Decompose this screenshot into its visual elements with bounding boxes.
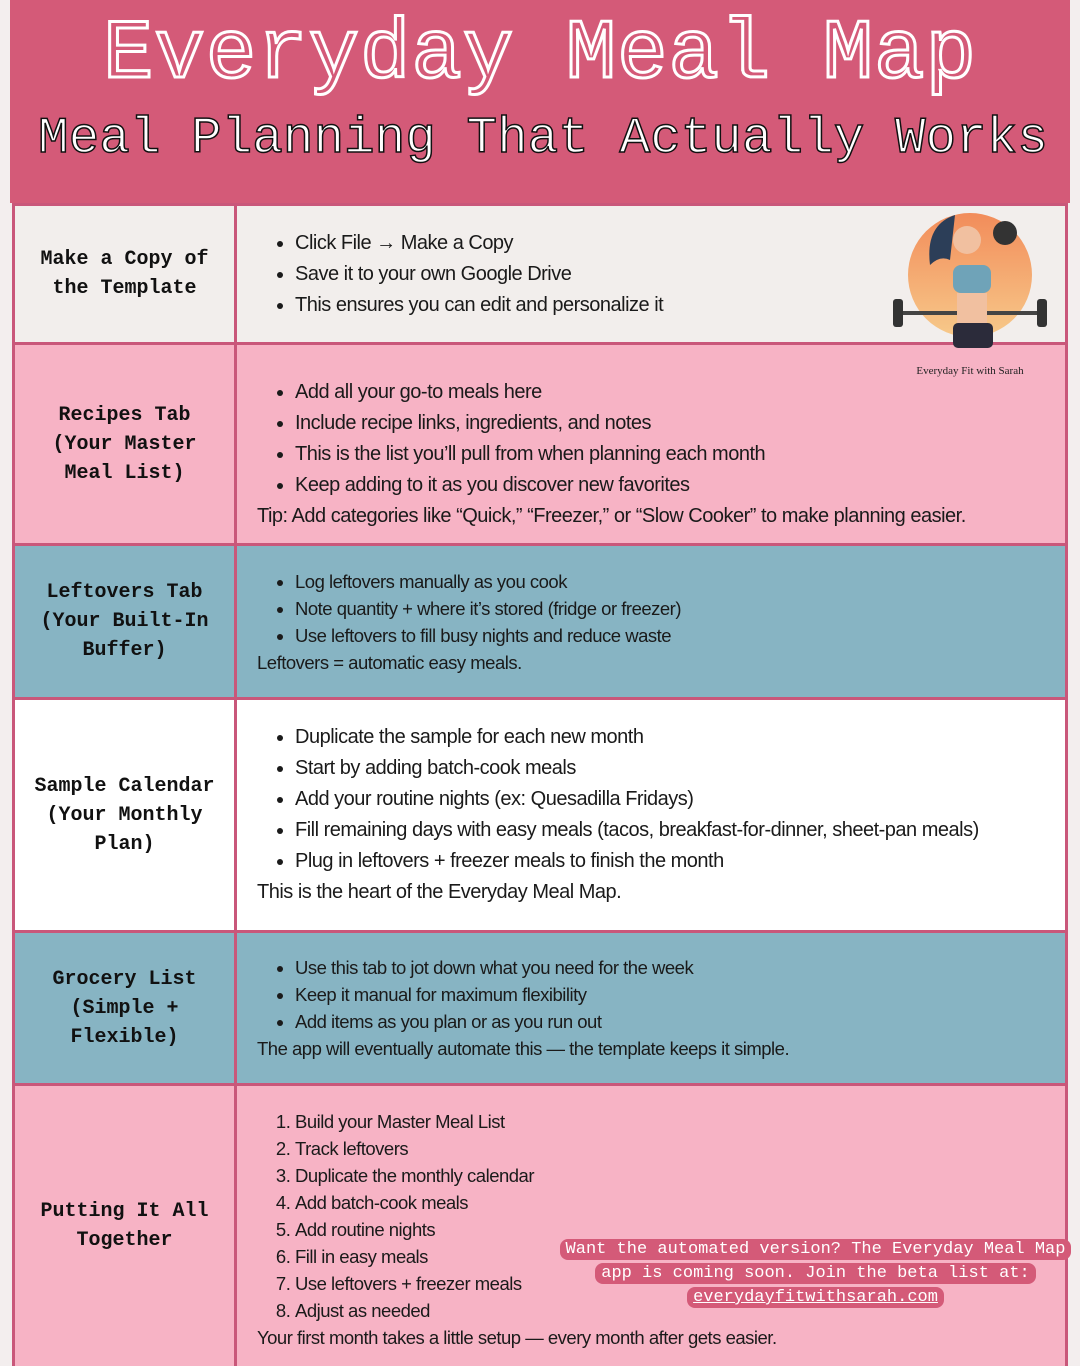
list-item: • Duplicate the sample for each new month: [295, 722, 1045, 753]
list-item: 1. Build your Master Meal List: [295, 1108, 1045, 1135]
list-item: 2. Track leftovers: [295, 1135, 1045, 1162]
list-item: • Add your routine nights (ex: Quesadilla Fridays): [295, 784, 1045, 815]
list-item: • Use this tab to jot down what you need for the week: [295, 954, 1045, 981]
website-link[interactable]: everydayfitwithsarah.com: [693, 1288, 938, 1307]
list-item: • Keep adding to it as you discover new favorites: [295, 470, 1045, 501]
list-item: • Save it to your own Google Drive: [295, 259, 1045, 290]
section-body: [237, 933, 1065, 1083]
list-item: 6. Fill in easy meals: [295, 1243, 1045, 1270]
list-item: • Use leftovers to fill busy nights and reduce waste: [295, 622, 1045, 649]
list-item: 5. Add routine nights: [295, 1216, 1045, 1243]
list-item: • Add items as you plan or as you run out: [295, 1008, 1045, 1035]
logo-text: Everyday Fit with Sarah: [916, 365, 1024, 377]
section-note: Leftovers = automatic easy meals.: [257, 651, 522, 673]
section-grocery: [15, 933, 1065, 1086]
page-title: Everyday Meal Map: [103, 8, 977, 103]
list-item: • Note quantity + where it’s stored (fridge or freezer): [295, 595, 1045, 622]
list-item: 7. Use leftovers + freezer meals: [295, 1270, 1045, 1297]
page-subtitle: Meal Planning That Actually Works: [38, 111, 1048, 168]
header: [10, 0, 1070, 203]
section-label: Putting It All Together: [15, 1086, 237, 1366]
list-item: 4. Add batch-cook meals: [295, 1189, 1045, 1216]
section-body: [237, 1086, 1065, 1366]
section-note: The app will eventually automate this — the template keeps it simple.: [257, 1038, 790, 1059]
list-item: • Fill remaining days with easy meals (tacos, breakfast-for-dinner, sheet-pan meals): [295, 815, 1045, 846]
section-label: Grocery List (Simple + Flexible): [15, 933, 237, 1083]
list-item: • This ensures you can edit and personalize it: [295, 290, 1045, 321]
section-label: Recipes Tab (Your Master Meal List): [15, 345, 237, 543]
section-together: [15, 1086, 1065, 1366]
section-calendar: [15, 700, 1065, 933]
list-item: • Keep it manual for maximum flexibility: [295, 981, 1045, 1008]
list-item: 3. Duplicate the monthly calendar: [295, 1162, 1045, 1189]
list-item: • Start by adding batch-cook meals: [295, 753, 1045, 784]
section-note: Your first month takes a little setup — every month after gets easier.: [257, 1327, 777, 1348]
section-label: Make a Copy of the Template: [15, 206, 237, 342]
section-body: [237, 546, 1065, 697]
list-item: • Log leftovers manually as you cook: [295, 568, 1045, 595]
section-note: This is the heart of the Everyday Meal Map.: [257, 881, 622, 903]
fitness-woman-icon: [885, 195, 1055, 365]
section-leftovers: [15, 546, 1065, 700]
list-item: • This is the list you’ll pull from when planning each month: [295, 439, 1045, 470]
section-note: Tip: Add categories like “Quick,” “Freezer,” or “Slow Cooker” to make planning easier.: [257, 504, 966, 527]
list-item: • Add all your go-to meals here: [295, 377, 1045, 408]
beta-callout: [553, 1238, 1078, 1310]
section-body: [237, 700, 1065, 930]
section-label: Sample Calendar (Your Monthly Plan): [15, 700, 237, 930]
list-item: • Plug in leftovers + freezer meals to finish the month: [295, 846, 1045, 877]
list-item: 8. Adjust as needed: [295, 1297, 1045, 1324]
callout-text: Want the automated version? The Everyday Meal Map app is coming soon. Join the beta list at:: [560, 1239, 1072, 1284]
list-item: • Click File → Make a Copy: [295, 228, 1045, 259]
list-item: • Include recipe links, ingredients, and notes: [295, 408, 1045, 439]
section-label: Leftovers Tab (Your Built-In Buffer): [15, 546, 237, 697]
brand-logo: [885, 195, 1055, 385]
